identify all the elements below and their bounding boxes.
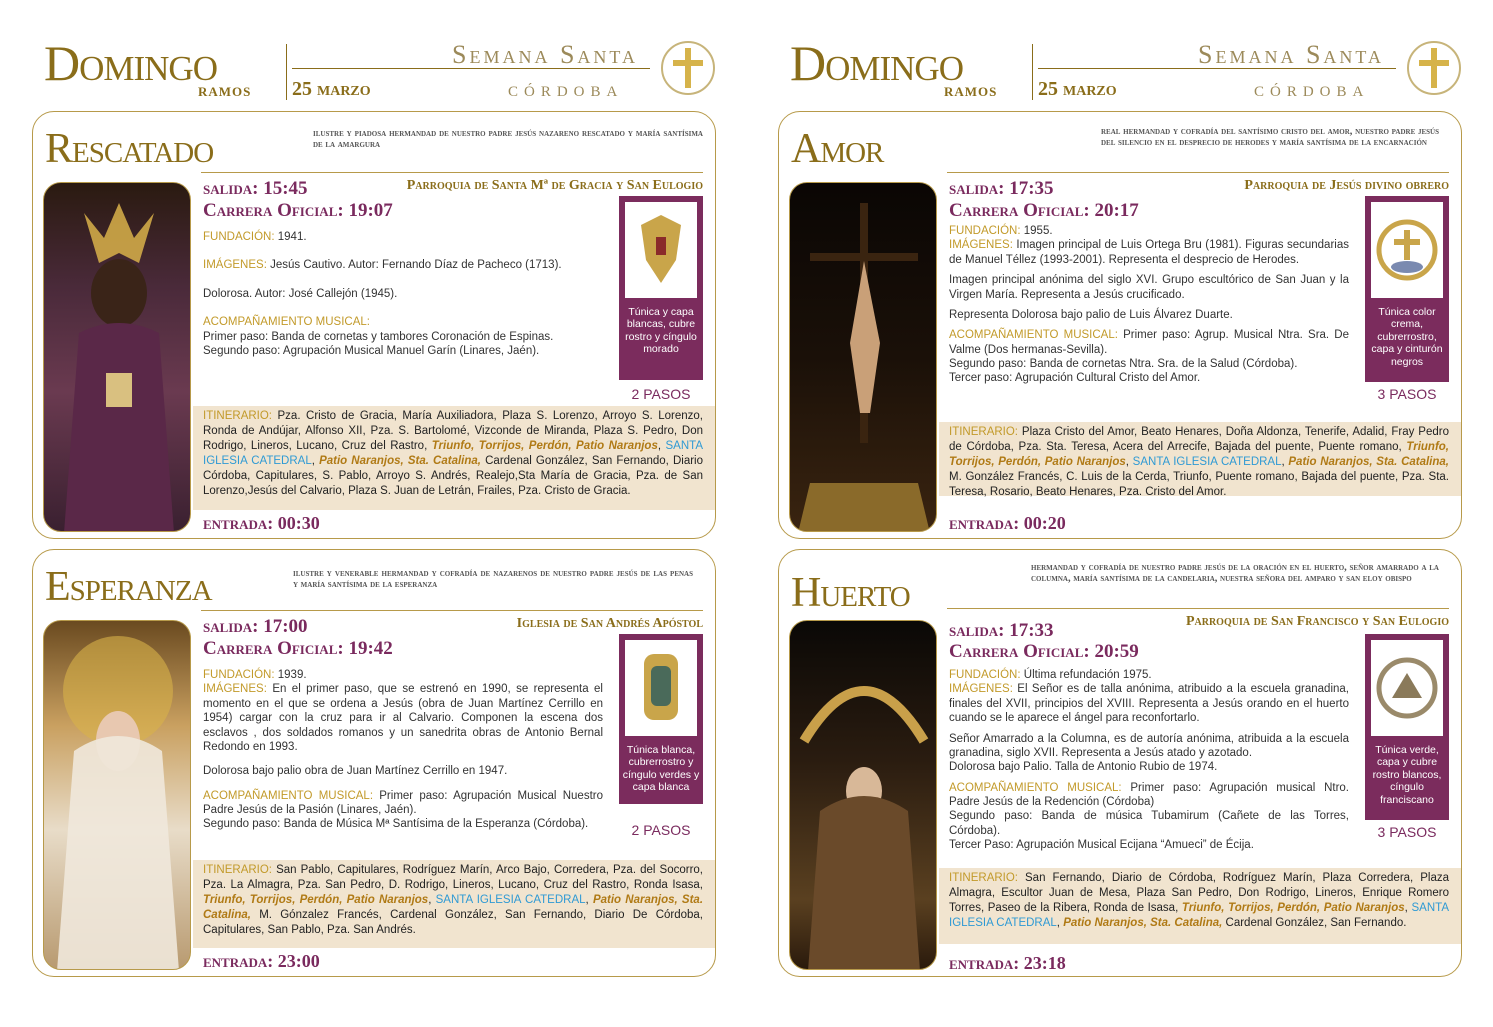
salida-time: salida: 17:00 (203, 616, 308, 637)
cross-icon (1406, 40, 1462, 96)
card-esperanza (32, 549, 716, 977)
tunica-box (619, 196, 703, 380)
salida-time: salida: 15:45 (203, 178, 308, 199)
card-huerto (778, 549, 1462, 977)
header-semana-santa: Semana Santa (452, 40, 638, 69)
right-page (776, 0, 1476, 1027)
itinerario: ITINERARIO: San Pablo, Capitulares, Rodríguez Marín, Arco Bajo, Corredera, Pza. del Socorro, Pza. La Almagra, Pza. San Pedro, D. Rodrigo, Lineros, Lucano, Cruz del Rastro, Ronda Isasa, Triunfo, Torrijos, Perdón, Patio Naranjos, SANTA IGLESIA CATEDRAL, Patio Naranjos, Sta. Catalina, M. Gónzalez Francés, Cardenal González, San Fernando, Diario De Córdoba, Capitulares, San Pablo, Pza. San Andrés. (193, 860, 715, 948)
escudo-icon (625, 202, 697, 298)
header-semana-santa: Semana Santa (1198, 40, 1384, 69)
entrada-time: entrada: 23:00 (203, 951, 320, 971)
tunica-text: Túnica blanca, cubrerrostro y cíngulo verdes y capa blanca (622, 744, 700, 794)
header-ramos: ramos (944, 80, 998, 101)
tunica-text: Túnica y capa blancas, cubre rostro y cíngulo morado (625, 306, 697, 356)
hermandad-name: hermandad y cofradía de nuestro padre jesús de la oración en el huerto, señor amarrado a la columna, maría santísima de la candelaria, nuestra señora del amparo y san eloy obispo (1031, 562, 1439, 585)
header-date: 25 marzo (1038, 78, 1117, 100)
pasos-count: 2 PASOS (631, 386, 691, 402)
escudo-icon (1371, 640, 1443, 736)
carrera-oficial-time: Carrera Oficial: 19:42 (203, 638, 393, 659)
header-domingo: Domingo (790, 35, 963, 91)
virgen-photo (43, 620, 191, 970)
itinerario: ITINERARIO: Plaza Cristo del Amor, Beato Henares, Doña Aldonza, Tenerife, Adalid, Fray Pedro de Córdoba, Pza. Sta. Teresa, Acera del Arrecife, Bajada del puente, Puente romano, Triunfo, Torrijos, Perdón, Patio Naranjos, SANTA IGLESIA CATEDRAL, Patio Naranjos, Sta. Catalina, M. González Francés, C. Luis de la Cerda, Triunfo, Puente romano, Bajada del puente, Pza. Sta. Teresa, Rosario, Beato Henares, Pza. Cristo del Amor. (939, 422, 1461, 496)
parroquia: Parroquia de Santa Mª de Gracia y San Eulogio (406, 178, 703, 193)
carrera-oficial-time: Carrera Oficial: 20:17 (949, 200, 1139, 221)
page-header (776, 0, 1476, 108)
nazareno-photo (43, 182, 191, 532)
escudo-icon (1371, 202, 1443, 298)
pasos-count: 2 PASOS (631, 822, 691, 838)
header-date: 25 marzo (292, 78, 371, 100)
hermandad-name: ilustre y piadosa hermandad de nuestro padre jesús nazareno rescatado y maría santísima de la amargura (313, 128, 703, 151)
parroquia: Parroquia de San Francisco y San Eulogio (1185, 614, 1449, 629)
card-title: Rescatado (45, 126, 214, 172)
cristo-photo (789, 182, 937, 532)
salida-time: salida: 17:33 (949, 620, 1054, 641)
escudo-icon (625, 640, 697, 736)
hermandad-name: ilustre y venerable hermandad y cofradía de nazarenos de nuestro padre jesús de las penas y maría santísima de la esperanza (293, 568, 693, 591)
card-body: FUNDACIÓN: 1939. IMÁGENES: En el primer paso, que se estrenó en 1990, se representa el momento en el que se ordena a Jesús (obra de Juan Martínez Cerrillo en 1954) cargar con la cruz para ir al Calvario. Componen la escena dos esclavos , dos soldados romanos y un sanedrita obras de Antonio Bernal Redondo en 1993. Dolorosa bajo palio obra de Juan Martínez Cerrillo en 1947. ACOMPAÑAMIENTO MUSICAL: Primer paso: Agrupación Musical Nuestro Padre Jesús de la Pasión (Linares, Jaén). Segundo paso: Banda de Música Mª Santísima de la Esperanza (Córdoba). (203, 669, 603, 831)
parroquia: Iglesia de San Andrés Apóstol (516, 616, 703, 631)
header-cordoba: córdoba (508, 76, 624, 101)
card-body: FUNDACIÓN: 1941. IMÁGENES: Jesús Cautivo. Autor: Fernando Díaz de Pacheco (1713). Dolorosa. Autor: José Callejón (1945). ACOMPAÑAMIENTO MUSICAL: Primer paso: Banda de cornetas y tambores Coronación de Espinas. Segundo paso: Agrupación Musical Manuel Garín (Linares, Jaén). (203, 231, 562, 357)
card-rescatado (32, 111, 716, 539)
card-body: FUNDACIÓN: 1955. IMÁGENES: Imagen principal de Luis Ortega Bru (1981). Figuras secundarias de Manuel Téllez (1993-2001). Representa el desprecio de Herodes. Imagen principal anónima del siglo XVI. Grupo escultórico de San Juan y la Virgen María. Representa a Jesús crucificado. Representa Dolorosa bajo palio de Luis Álvarez Duarte. ACOMPAÑAMIENTO MUSICAL: Primer paso: Agrup. Musical Ntra. Sra. De Valme (Dos hermanas-Sevilla). Segundo paso: Banda de cornetas Ntra. Sra. de la Salud (Córdoba). Tercer paso: Agrupación Cultural Cristo del Amor. (949, 225, 1349, 385)
card-title: Esperanza (45, 564, 212, 610)
parroquia: Parroquia de Jesús divino obrero (1244, 178, 1449, 193)
tunica-text: Túnica verde, capa y cubre rostro blancos, cíngulo franciscano (1372, 744, 1442, 806)
card-body: FUNDACIÓN: Última refundación 1975. IMÁGENES: El Señor es de talla anónima, atribuido a la escuela granadina, finales del XVII, principios del XVIII. Representa a Jesús orando en el huerto cuando se le aparece el ángel para reconfortarlo. Señor Amarrado a la Columna, es de autoría anónima, atribuida a la escuela granadina, siglo XVII. Representa a Jesús atado y azotado. Dolorosa bajo Palio. Talla de Antonio Rubio de 1974. ACOMPAÑAMIENTO MUSICAL: Primer paso: Agrupación musical Ntro. Padre Jesús de la Redención (Córdoba) Segundo paso: Banda de música Tubamirum (Cañete de las Torres, Córdoba). Tercer Paso: Agrupación Musical Ecijana “Amueci” de Écija. (949, 669, 1349, 852)
left-page (30, 0, 730, 1027)
tunica-box (619, 634, 703, 804)
header-cordoba: córdoba (1254, 76, 1370, 101)
entrada-time: entrada: 23:18 (949, 953, 1066, 973)
card-title: Amor (791, 126, 884, 172)
pasos-count: 3 PASOS (1377, 386, 1437, 402)
carrera-oficial-time: Carrera Oficial: 19:07 (203, 200, 393, 221)
card-amor (778, 111, 1462, 539)
virgen-palio-photo (789, 620, 937, 970)
carrera-oficial-time: Carrera Oficial: 20:59 (949, 641, 1139, 662)
header-ramos: ramos (198, 80, 252, 101)
page-header (30, 0, 730, 108)
card-title: Huerto (791, 570, 910, 616)
entrada-time: entrada: 00:20 (949, 513, 1066, 533)
header-domingo: Domingo (44, 35, 217, 91)
tunica-box (1365, 196, 1449, 382)
entrada-time: entrada: 00:30 (203, 513, 320, 533)
cross-icon (660, 40, 716, 96)
itinerario: ITINERARIO: San Fernando, Diario de Córdoba, Rodríguez Marín, Plaza Corredera, Plaza Almagra, Escultor Juan de Mesa, Plaza San Pedro, Don Rodrigo, Lineros, Enrique Romero Torres, Paseo de la Ribera, Ronda de Isasa, Triunfo, Torrijos, Perdón, Patio Naranjos, SANTA IGLESIA CATEDRAL, Patio Naranjos, Sta. Catalina, Cardenal González, San Fernando. (939, 868, 1461, 944)
pasos-count: 3 PASOS (1377, 824, 1437, 840)
salida-time: salida: 17:35 (949, 178, 1054, 199)
hermandad-name: real hermandad y cofradía del santísimo cristo del amor, nuestro padre jesús del silencio en el desprecio de herodes y maría santísima de la encarnación (1101, 126, 1439, 149)
itinerario: ITINERARIO: Pza. Cristo de Gracia, María Auxiliadora, Plaza S. Lorenzo, Arroyo S. Lorenzo, Ronda de Andújar, Alfonso XII, Pza. S. Bartolomé, Vizconde de Miranda, Plaza S. Pedro, Don Rodrigo, Lineros, Lucano, Cruz del Rastro, Triunfo, Torrijos, Perdón, Patio Naranjos, SANTA IGLESIA CATEDRAL, Patio Naranjos, Sta. Catalina, Cardenal González, San Fernando, Diario Córdoba, Capitulares, S. Pablo, Arroyo S. Andrés, Realejo,Sta María de Gracia, Pza. de San Lorenzo,Jesús del Calvario, Plaza S. Juan de Letrán, Frailes, Pza. Cristo de Gracia. (193, 406, 715, 510)
tunica-text: Túnica color crema, cubrerrostro, capa y cinturón negros (1371, 306, 1443, 368)
tunica-box (1365, 634, 1449, 820)
